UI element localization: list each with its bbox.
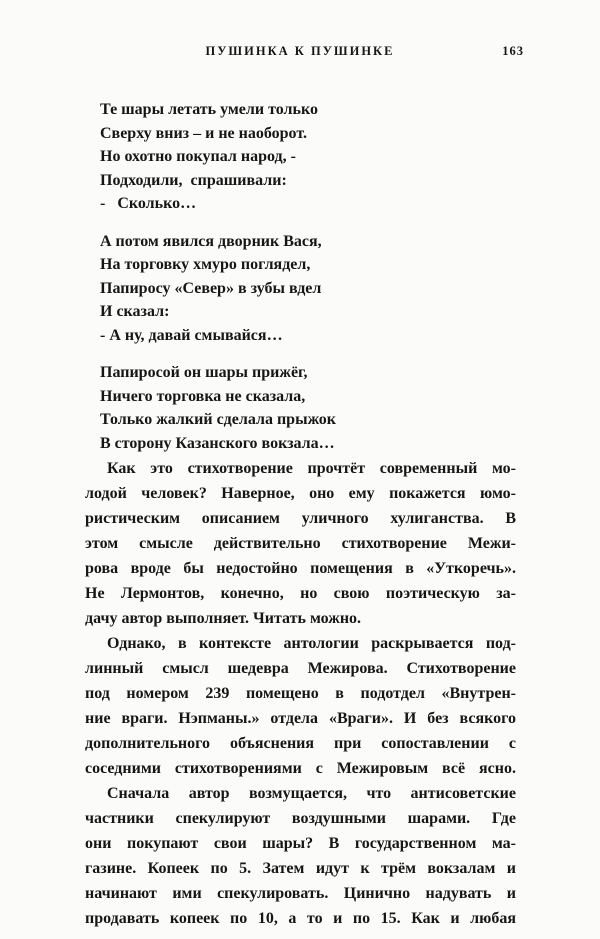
- paragraph: [85, 456, 516, 631]
- poem-line: Только жалкий сделала прыжок: [100, 411, 336, 428]
- poem-line: - А ну, давай смывайся…: [100, 326, 283, 344]
- text-line: линный смысл шедевра Межирова. Стихотворение: [85, 660, 516, 677]
- poem-line: В сторону Казанского вокзала…: [100, 434, 335, 452]
- poem-line: Подходили, спрашивали:: [100, 171, 287, 189]
- text-line: Как это стихотворение прочтёт современный мо-: [107, 460, 516, 477]
- text-line: частники спекулируют воздушными шарами. Где: [85, 810, 516, 827]
- text-line: под номером 239 помещено в подотдел «Внутрен-: [85, 685, 516, 702]
- text-line: Однако, в контексте антологии раскрывается под-: [107, 635, 516, 652]
- poem-line: Папиросой он шары прижёг,: [100, 364, 308, 381]
- paragraph: [85, 631, 516, 781]
- text-line: дополнительного объяснения при сопоставлении с: [85, 735, 516, 752]
- poem-line: Папиросу «Север» в зубы вдел: [100, 279, 322, 297]
- poem-line: Но охотно покупал народ, -: [100, 148, 296, 165]
- text-line: они покупают свои шары? В государственном ма-: [85, 835, 516, 852]
- running-title: ПУШИНКА К ПУШИНКЕ: [205, 44, 395, 58]
- text-line: дачу автор выполняет. Читать можно.: [85, 610, 362, 627]
- text-line: газине. Копеек по 5. Затем идут к трём вокзалам и: [85, 860, 516, 877]
- poem-line: А потом явился дворник Вася,: [100, 232, 322, 250]
- poem-line: - Сколько…: [100, 195, 197, 212]
- text-line: начинают ими спекулировать. Цинично надувать и: [85, 885, 516, 902]
- poem-stanza: [100, 230, 336, 348]
- poem-line: Сверху вниз – и не наоборот.: [100, 124, 307, 142]
- text-line: лодой человек? Наверное, оно ему покажется юмо-: [85, 485, 516, 502]
- prose: [85, 456, 516, 931]
- paragraph: [85, 781, 516, 931]
- poem-line: На торговку хмуро поглядел,: [100, 256, 311, 273]
- text-line: ристическим описанием уличного хулиганства. В: [85, 510, 516, 527]
- text-line: Сначала автор возмущается, что антисоветские: [107, 785, 516, 802]
- text-line: продавать копеек по 10, а то и по 15. Как и любая: [85, 910, 516, 927]
- text-line: рова вроде бы недостойно помещения в «Уткоречь».: [85, 560, 516, 577]
- poem-stanza: [100, 361, 336, 455]
- page-number: 163: [502, 44, 524, 58]
- poem-line: Ничего торговка не сказала,: [100, 387, 306, 405]
- poem: [100, 98, 336, 469]
- text-line: ние враги. Нэпманы.» отдела «Враги». И без всякого: [85, 710, 516, 727]
- poem-line: И сказал:: [100, 303, 170, 320]
- poem-stanza: [100, 98, 336, 216]
- text-line: Не Лермонтов, конечно, но свою поэтическую за-: [85, 585, 516, 602]
- text-line: соседними стихотворениями с Межировым всё ясно.: [85, 760, 516, 777]
- text-line: этом смысле действительно стихотворение Межи-: [85, 535, 516, 552]
- poem-line: Те шары летать умели только: [100, 101, 318, 118]
